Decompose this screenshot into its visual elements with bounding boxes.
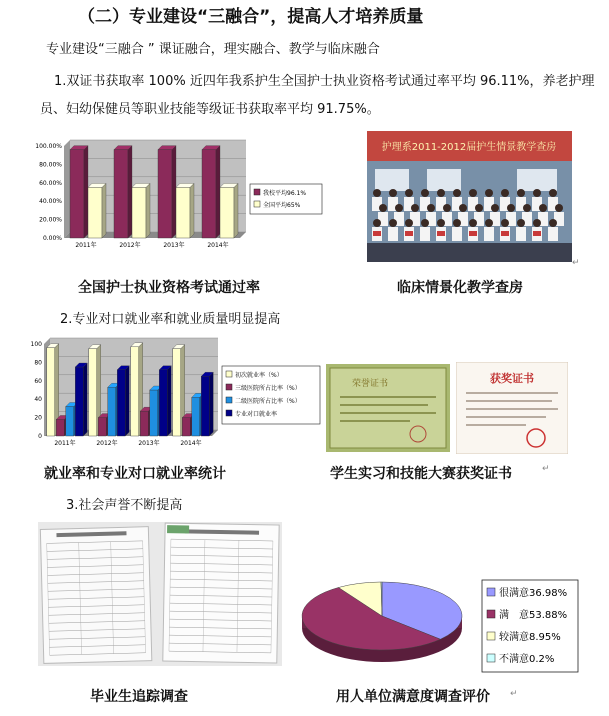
- bar: [202, 146, 220, 238]
- person-head: [379, 204, 387, 212]
- person-head: [517, 189, 525, 197]
- person-head: [373, 189, 381, 197]
- graduate-survey-forms: [38, 522, 282, 666]
- paragraph-mark: ↵: [572, 258, 580, 268]
- bar-front: [88, 187, 102, 238]
- bar-front: [150, 390, 158, 436]
- person-body: [452, 227, 462, 241]
- person-head: [459, 204, 467, 212]
- bar-side: [167, 366, 171, 436]
- point-2-line: 2.专业对口就业率和就业质量明显提高: [60, 312, 281, 327]
- person-head: [533, 189, 541, 197]
- person-sash: [373, 231, 381, 236]
- bar: [158, 146, 176, 238]
- person-head: [523, 204, 531, 212]
- bar-front: [159, 370, 167, 436]
- legend-swatch: [254, 201, 260, 207]
- person-sash: [469, 231, 477, 236]
- survey-forms-image: [38, 522, 282, 666]
- caption-employment: 就业率和专业对口就业率统计: [44, 466, 226, 482]
- bar-front: [98, 418, 106, 436]
- award-certificate-photo: [456, 362, 568, 454]
- person-head: [485, 219, 493, 227]
- chart-legend: [250, 184, 322, 214]
- bar-front: [108, 387, 116, 436]
- person-head: [539, 204, 547, 212]
- person-head: [501, 219, 509, 227]
- bar-front: [182, 418, 190, 436]
- person-head: [485, 189, 493, 197]
- bar-side: [146, 183, 150, 238]
- person-head: [453, 189, 461, 197]
- y-tick-label: 20: [34, 414, 42, 422]
- bar-front: [70, 150, 84, 238]
- bar: [114, 146, 132, 238]
- bar-front: [132, 187, 146, 238]
- person-head: [373, 219, 381, 227]
- y-tick-label: 100.00%: [35, 143, 62, 150]
- person-head: [475, 204, 483, 212]
- bar-front: [140, 411, 148, 436]
- y-tick-label: 100: [30, 341, 42, 348]
- y-tick-label: 40: [34, 396, 42, 404]
- person-head: [469, 219, 477, 227]
- legend-label: 我校平均96.1%: [263, 190, 307, 197]
- person-head: [427, 204, 435, 212]
- paragraph-mark: ↵: [542, 464, 550, 474]
- satisfaction-chart: [296, 574, 582, 678]
- bar-side: [102, 183, 106, 238]
- honor-certificate-photo: [326, 364, 450, 452]
- person-sash: [405, 231, 413, 236]
- legend-label: 很满意36.98%: [499, 588, 568, 599]
- point-1-paragraph: 1.双证书获取率 100% 近四年我系护生全国护士执业资格考试通过率平均 96.11%，养老护理员、妇幼保健员等职业技能等级证书获取率平均 91.75%。: [40, 74, 595, 117]
- bar-front: [173, 349, 181, 436]
- pass-rate-chart: [28, 134, 324, 260]
- employment-chart-svg: [22, 336, 322, 450]
- pie-legend: [482, 580, 578, 672]
- legend-swatch: [487, 632, 495, 640]
- legend-swatch: [487, 588, 495, 596]
- person-head: [453, 219, 461, 227]
- y-tick-label: 80.00%: [39, 161, 62, 169]
- bar: [70, 146, 88, 238]
- bar: [75, 363, 87, 436]
- caption-graduate-survey: 毕业生追踪调查: [90, 689, 188, 705]
- person-head: [555, 204, 563, 212]
- legend-swatch: [226, 410, 232, 416]
- y-tick-label: 40.00%: [39, 198, 62, 206]
- bar-front: [176, 187, 190, 238]
- legend-swatch: [226, 397, 232, 403]
- legend-label: 二级医院所占比率（%）: [235, 398, 301, 405]
- ward-round-photo-image: [367, 131, 572, 262]
- person-head: [491, 204, 499, 212]
- bar-front: [89, 349, 97, 436]
- legend-label: 初次就业率（%）: [235, 372, 283, 379]
- person-sash: [437, 231, 445, 236]
- person-head: [421, 189, 429, 197]
- bar-front: [220, 187, 234, 238]
- person-body: [548, 227, 558, 241]
- person-head: [421, 219, 429, 227]
- person-body: [388, 227, 398, 241]
- legend-swatch: [254, 189, 260, 195]
- bar-side: [190, 183, 194, 238]
- bar-front: [56, 419, 64, 436]
- bar-side: [83, 363, 87, 436]
- person-head: [437, 219, 445, 227]
- pass-rate-chart-svg: [28, 134, 324, 260]
- point-3-line: 3.社会声誉不断提高: [66, 498, 183, 513]
- bar-front: [47, 348, 55, 436]
- photo-banner-text: 护理系2011-2012届护生情景教学查房: [381, 142, 557, 153]
- y-tick-label: 0.00%: [42, 235, 62, 242]
- bar: [220, 183, 238, 238]
- section-heading: （二）专业建设“三融合”，提高人才培养质量: [78, 7, 424, 27]
- person-head: [405, 219, 413, 227]
- person-head: [411, 204, 419, 212]
- bar-side: [234, 183, 238, 238]
- bar: [159, 366, 171, 436]
- legend-swatch: [226, 384, 232, 390]
- y-tick-label: 0: [38, 433, 42, 440]
- chart-legend: [222, 366, 320, 424]
- bar-front: [117, 370, 125, 436]
- bar-front: [202, 150, 216, 238]
- legend-swatch: [487, 654, 495, 662]
- legend-label: 专业对口就业率: [235, 411, 278, 418]
- legend-label: 全国平均65%: [263, 202, 301, 209]
- x-tick-label: 2011年: [54, 440, 76, 447]
- bar-front: [192, 397, 200, 436]
- y-tick-label: 60.00%: [39, 179, 62, 187]
- x-tick-label: 2013年: [163, 242, 185, 249]
- person-head: [549, 219, 557, 227]
- person-head: [507, 204, 515, 212]
- satisfaction-chart-svg: [296, 574, 582, 678]
- person-head: [517, 219, 525, 227]
- bar: [117, 366, 129, 436]
- legend-label: 不满意0.2%: [499, 654, 555, 665]
- person-sash: [533, 231, 541, 236]
- person-body: [420, 227, 430, 241]
- bar-side: [172, 146, 176, 238]
- person-head: [389, 189, 397, 197]
- person-head: [389, 219, 397, 227]
- person-head: [405, 189, 413, 197]
- person-head: [469, 189, 477, 197]
- intro-line: 专业建设“三融合 ” 课证融合，理实融合、教学与临床融合: [46, 42, 380, 57]
- bar-side: [84, 146, 88, 238]
- bar: [132, 183, 150, 238]
- bar-front: [114, 150, 128, 238]
- bar-side: [128, 146, 132, 238]
- person-body: [484, 227, 494, 241]
- legend-box: [250, 184, 322, 214]
- bar-front: [131, 347, 139, 436]
- x-tick-label: 2014年: [207, 242, 229, 249]
- caption-pass-rate: 全国护士执业资格考试通过率: [78, 280, 260, 296]
- caption-certificates: 学生实习和技能大赛获奖证书: [330, 466, 512, 482]
- x-tick-label: 2012年: [119, 242, 141, 249]
- person-head: [395, 204, 403, 212]
- bar-front: [75, 367, 83, 436]
- legend-label: 较满意8.95%: [499, 632, 561, 643]
- caption-satisfaction: 用人单位满意度调查评价: [336, 689, 490, 705]
- bar-side: [125, 366, 129, 436]
- honor-certificate-title: 荣誉证书: [351, 379, 389, 389]
- bar: [201, 372, 213, 436]
- bar-front: [158, 150, 172, 238]
- bar: [88, 183, 106, 238]
- caption-ward-round: 临床情景化教学查房: [397, 280, 523, 296]
- award-certificate-image: [456, 362, 568, 454]
- person-head: [501, 189, 509, 197]
- person-head: [443, 204, 451, 212]
- person-head: [533, 219, 541, 227]
- legend-swatch: [226, 371, 232, 377]
- person-head: [437, 189, 445, 197]
- x-tick-label: 2013年: [138, 440, 160, 447]
- y-tick-label: 60: [34, 377, 42, 385]
- y-tick-label: 20.00%: [39, 216, 62, 224]
- bar-side: [209, 372, 213, 436]
- paragraph-mark: ↵: [510, 689, 518, 699]
- honor-certificate-image: [326, 364, 450, 452]
- legend-label: 满 意53.88%: [499, 610, 568, 621]
- x-tick-label: 2014年: [180, 440, 202, 447]
- y-tick-label: 80: [34, 359, 42, 367]
- legend-label: 三级医院所占比率（%）: [235, 385, 301, 392]
- x-tick-label: 2011年: [75, 242, 97, 249]
- person-head: [549, 189, 557, 197]
- ward-round-photo: [367, 131, 572, 262]
- person-sash: [501, 231, 509, 236]
- x-tick-label: 2012年: [96, 440, 118, 447]
- bar-front: [66, 407, 74, 436]
- bar-side: [216, 146, 220, 238]
- person-body: [516, 227, 526, 241]
- award-certificate-title: 获奖证书: [490, 372, 534, 385]
- legend-swatch: [487, 610, 495, 618]
- bar: [176, 183, 194, 238]
- employment-chart: [22, 336, 322, 450]
- bar-front: [201, 376, 209, 436]
- chart-side-wall: [64, 140, 70, 238]
- form-stamp: [167, 525, 189, 533]
